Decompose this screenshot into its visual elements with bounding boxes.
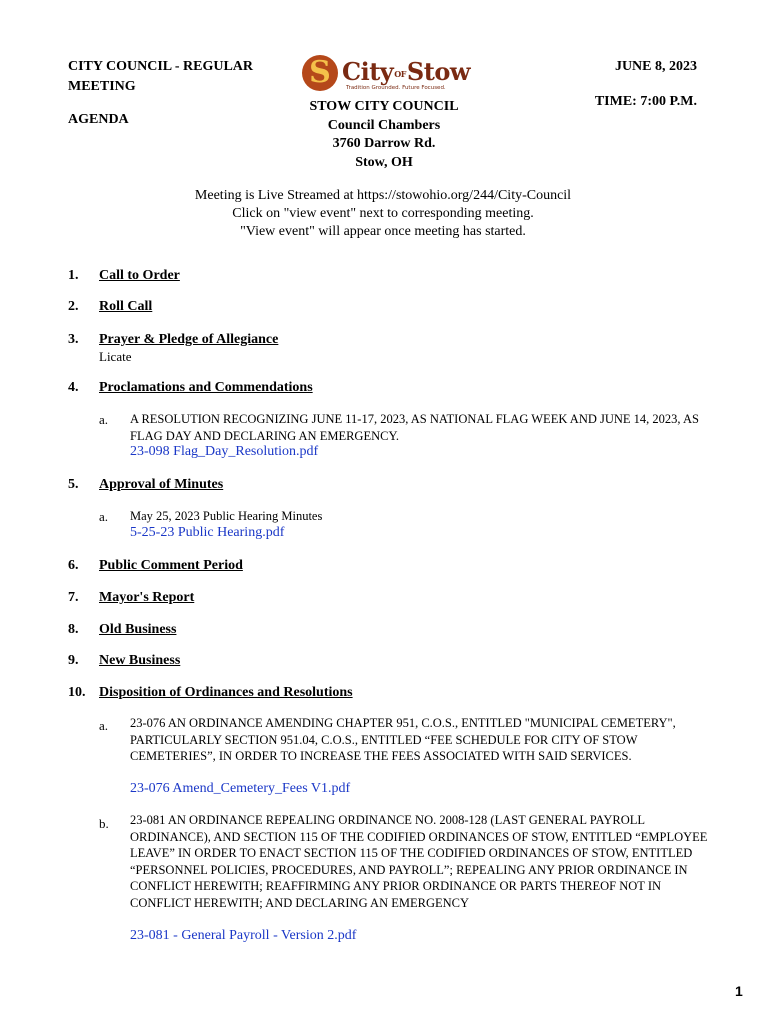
- item-public-comment: Public Comment Period: [99, 558, 243, 573]
- cemetery-fees-link[interactable]: 23-076 Amend_Cemetery_Fees V1.pdf: [130, 781, 351, 796]
- meeting-date: JUNE 8, 2023: [614, 59, 697, 74]
- subitem-letter: a.: [99, 718, 109, 733]
- item-number: 9.: [68, 653, 79, 668]
- agenda-label: AGENDA: [68, 112, 129, 127]
- item-new-business: New Business: [99, 653, 181, 668]
- council-address-block: [284, 98, 484, 172]
- livestream-notice: Meeting is Live Streamed at https://stowohio.org/244/City-Council Click on "view event" next to corresponding meeting. "View event" will appear once meeting has started.: [194, 188, 572, 239]
- subitem-text: May 25, 2023 Public Hearing Minutes: [130, 509, 323, 523]
- subitem-text: 23-076 AN ORDINANCE AMENDING CHAPTER 951, C.O.S., ENTITLED "MUNICIPAL CEMETERY", PARTICULARLY SECTION 951.04, C.O.S., ENTITLED “FEE SCHEDULE FOR CITY OF STOW CEMETERIES”, IN ORDER TO INCREASE THE FEES ASSOCIATED WITH SAID SERVICES.: [130, 716, 676, 764]
- item-call-to-order: Call to Order: [99, 268, 180, 283]
- flag-day-resolution-link[interactable]: 23-098 Flag_Day_Resolution.pdf: [130, 444, 319, 459]
- item-old-business: Old Business: [99, 622, 177, 637]
- city-of-stow-logo: S CityOFStow Tradition Grounded. Future Focused.: [302, 55, 467, 95]
- public-hearing-minutes-link[interactable]: 5-25-23 Public Hearing.pdf: [130, 525, 285, 540]
- subitem-text: 23-081 AN ORDINANCE REPEALING ORDINANCE NO. 2008-128 (LAST GENERAL PAYROLL ORDINANCE), AND SECTION 115 OF THE CODIFIED ORDINANCES OF STOW, ENTITLED “EMPLOYEE LEAVE” IN ORDER TO ENACT SECTION 115 OF THE CODIFIED ORDINANCES OF STOW, ENTITLED “PERSONNEL POLICIES, PROCEDURES, AND PAYROLL”; REPEALING ANY PRIOR ORDINANCE IN CONFLICT HEREWITH; REAFFIRMING ANY PRIOR ORDINANCE OR PARTS THEREOF NOT IN CONFLICT HEREWITH; AND DECLARING AN EMERGENCY: [130, 813, 708, 910]
- council-name: STOW CITY COUNCIL: [309, 99, 459, 114]
- item-mayors-report: Mayor's Report: [99, 590, 195, 605]
- item-number: 7.: [68, 590, 79, 605]
- item-approval-of-minutes: Approval of Minutes: [99, 477, 224, 492]
- item-number: 6.: [68, 558, 79, 573]
- item-number: 4.: [68, 380, 79, 395]
- page-number: 1: [735, 983, 743, 999]
- city-state: Stow, OH: [355, 154, 413, 170]
- chambers-label: Council Chambers: [327, 117, 441, 133]
- item-proclamations: Proclamations and Commendations: [99, 380, 313, 395]
- subitem-letter: a.: [99, 509, 109, 524]
- meeting-type-title: CITY COUNCIL - REGULAR MEETING: [68, 59, 254, 94]
- subitem-letter: a.: [99, 412, 109, 427]
- item-number: 5.: [68, 477, 79, 492]
- item-prayer-pledge: Prayer & Pledge of Allegiance: [99, 332, 279, 347]
- item-note: Licate: [99, 349, 132, 364]
- item-number: 1.: [68, 268, 79, 283]
- street-address: 3760 Darrow Rd.: [332, 136, 436, 151]
- item-number: 8.: [68, 622, 79, 637]
- item-number: 10.: [68, 685, 86, 700]
- item-roll-call: Roll Call: [99, 299, 153, 314]
- item-ordinances-resolutions: Disposition of Ordinances and Resolutions: [99, 685, 353, 700]
- meeting-time: TIME: 7:00 P.M.: [594, 94, 697, 109]
- general-payroll-link[interactable]: 23-081 - General Payroll - Version 2.pdf: [130, 928, 357, 943]
- subitem-text: A RESOLUTION RECOGNIZING JUNE 11-17, 2023, AS NATIONAL FLAG WEEK AND JUNE 14, 2023, AS FLAG DAY AND DECLARING AN EMERGENCY.: [130, 412, 699, 443]
- item-number: 3.: [68, 332, 79, 347]
- item-number: 2.: [68, 299, 79, 314]
- subitem-letter: b.: [99, 816, 109, 831]
